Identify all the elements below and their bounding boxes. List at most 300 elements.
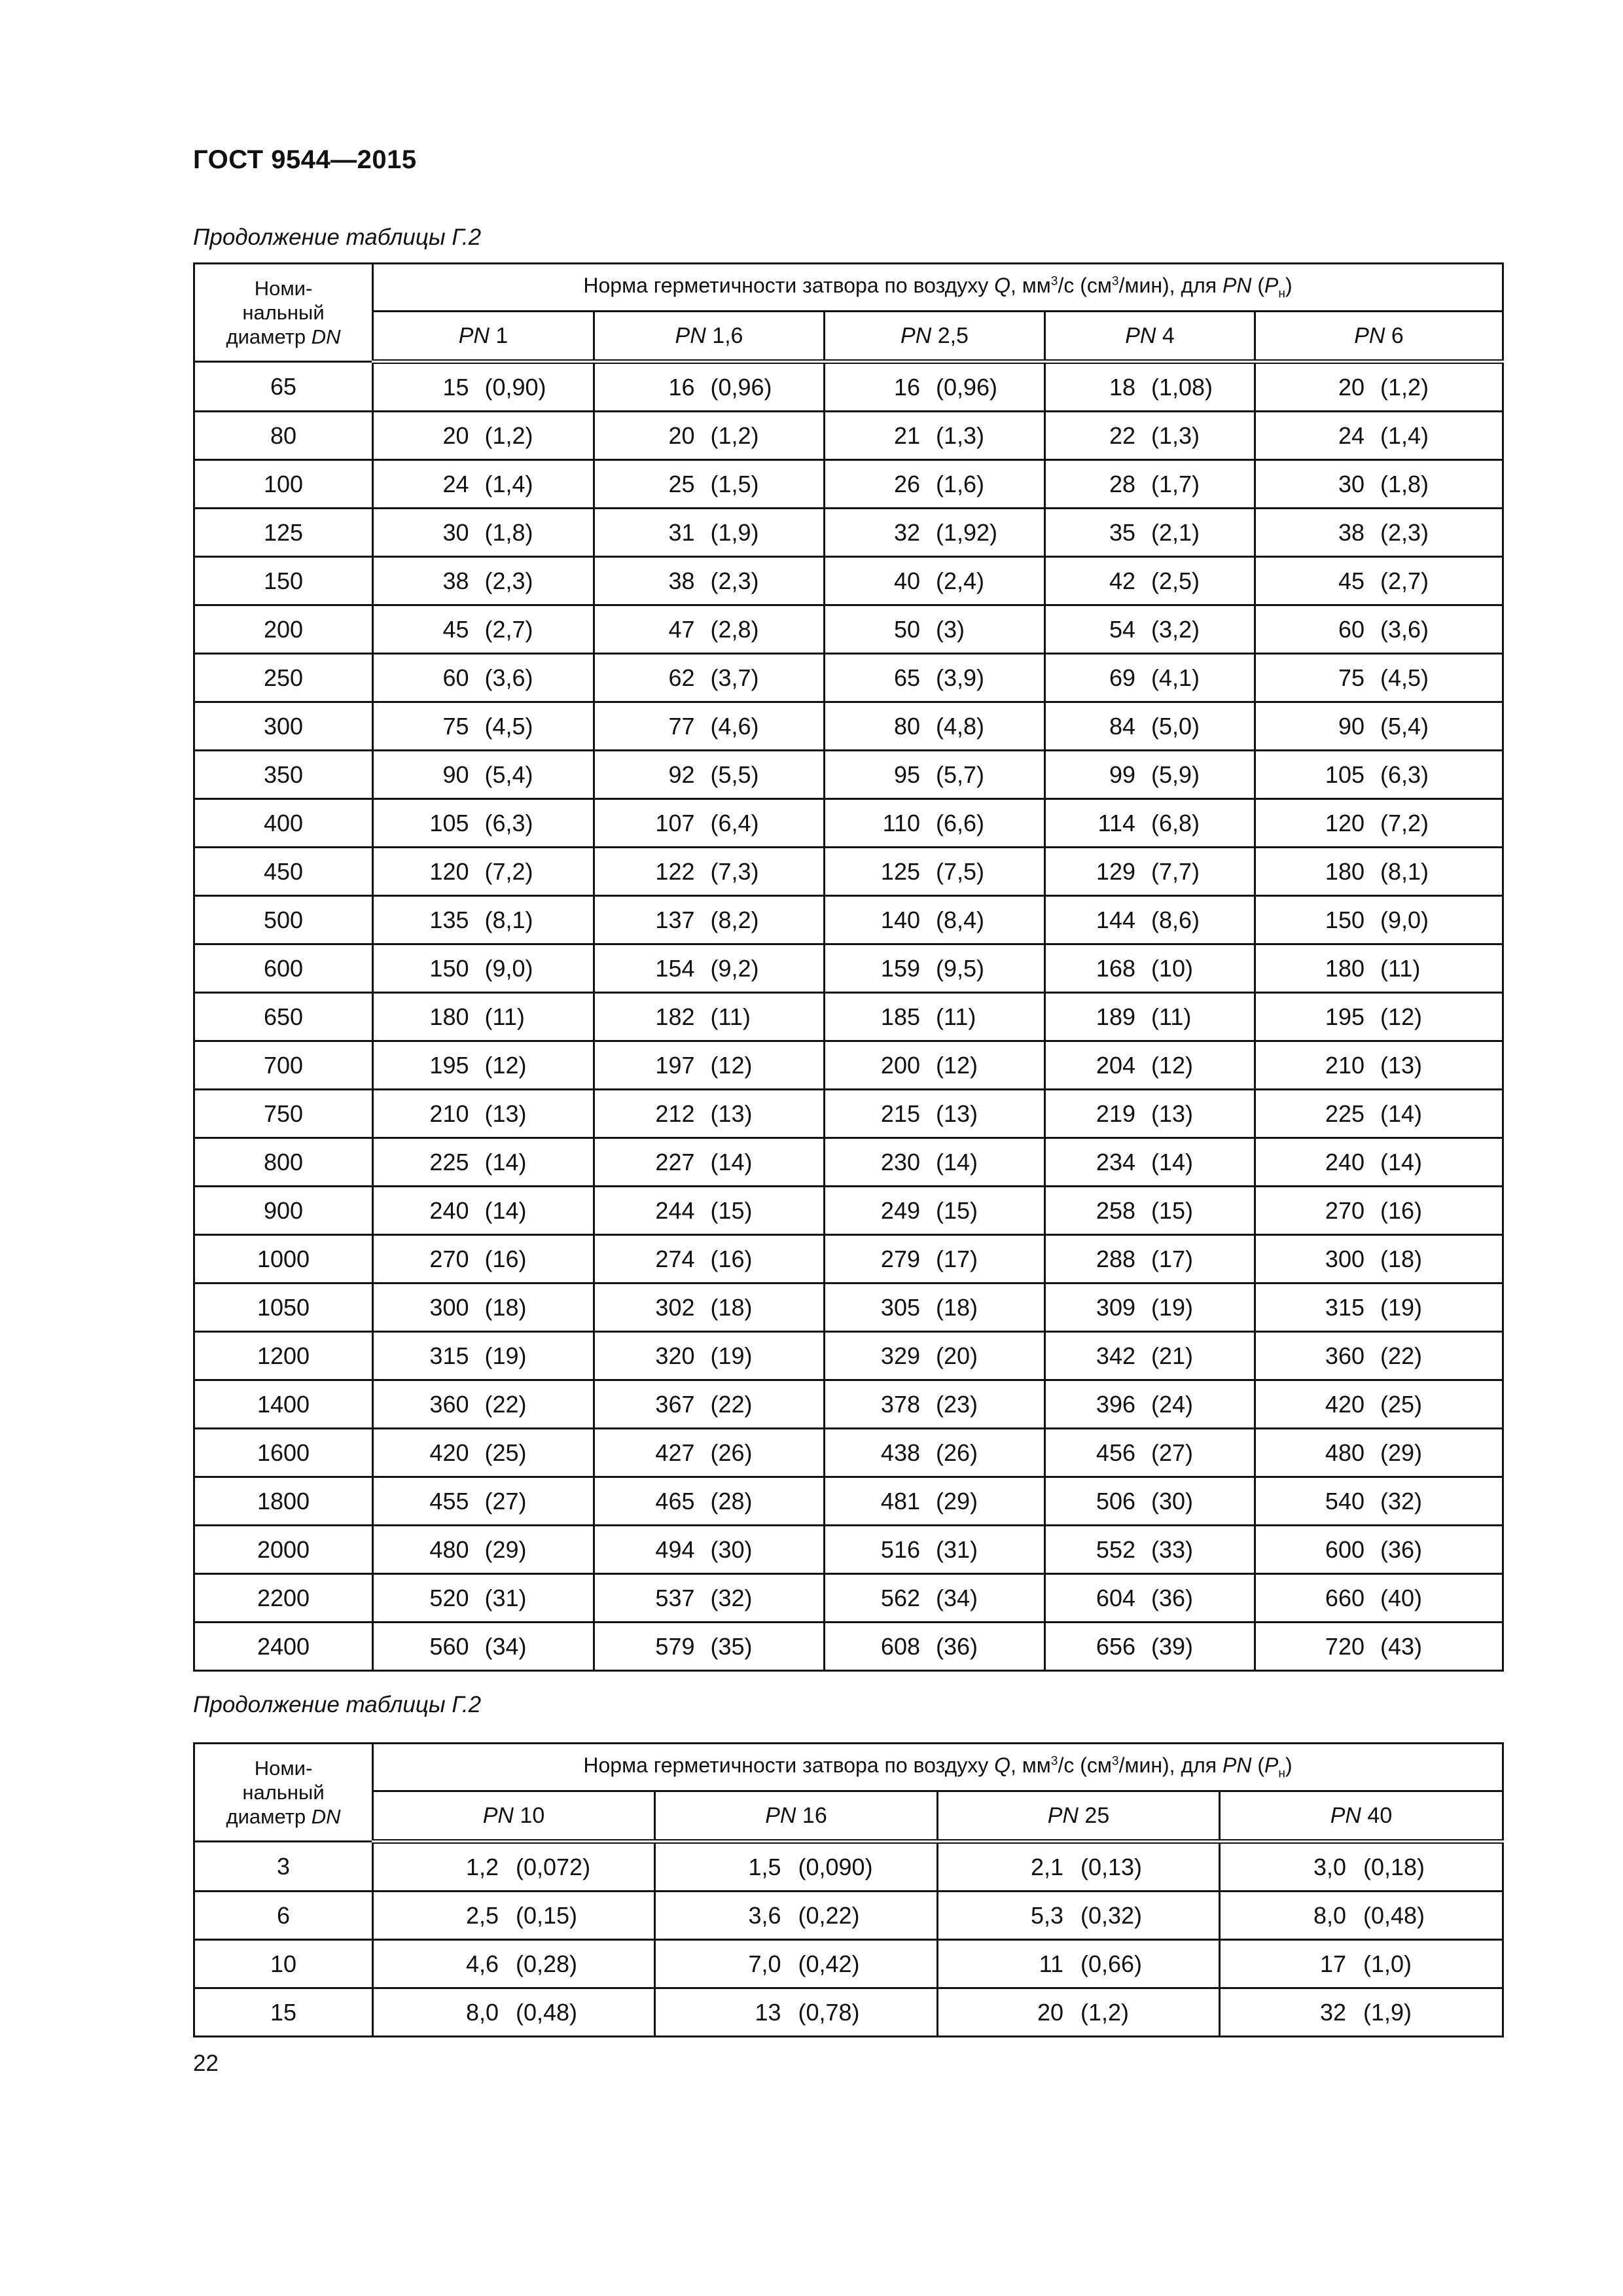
leak-rate-cell (373, 1380, 594, 1429)
table-row (194, 1041, 1503, 1090)
leak-rate-cell (1255, 1138, 1503, 1187)
leak-rate-mm3s: 32 (1319, 1998, 1346, 2026)
leak-rate-cell (594, 1090, 825, 1138)
table-row (194, 1138, 1503, 1187)
leak-rate-mm3s: 258 (1096, 1196, 1135, 1224)
leak-rate-cell (373, 896, 594, 944)
nominal-diameter-cell: 2200 (194, 1574, 373, 1623)
leak-rate-cm3min: (0,42) (798, 1950, 860, 1977)
leak-rate-cm3min: (1,5) (710, 470, 759, 497)
leak-rate-cell (1045, 1574, 1255, 1623)
leak-rate-cell (825, 1429, 1045, 1477)
leak-rate-cm3min: (14) (1380, 1148, 1423, 1175)
leak-rate-cell (1255, 944, 1503, 993)
leak-rate-cell (938, 1940, 1220, 1988)
nominal-diameter-cell: 150 (194, 557, 373, 605)
leak-rate-cm3min: (8,6) (1151, 906, 1200, 933)
leak-rate-mm3s: 159 (880, 954, 920, 982)
leak-rate-mm3s: 69 (1109, 664, 1135, 691)
leak-rate-cm3min: (0,28) (516, 1950, 578, 1977)
leak-rate-cell (1045, 1380, 1255, 1429)
leak-rate-cm3min: (30) (1151, 1487, 1194, 1515)
leak-rate-mm3s: 16 (893, 373, 920, 401)
leak-rate-cell (594, 1283, 825, 1332)
page-number: 22 (193, 2051, 219, 2076)
leak-rate-mm3s: 520 (429, 1584, 469, 1611)
leak-rate-cm3min: (1,8) (484, 518, 533, 546)
leak-rate-cell (594, 1187, 825, 1235)
leak-rate-cell (373, 751, 594, 799)
header-leak-rate: Норма герметичности затвора по воздуху Q, $мм^3/с$ $(см^3/мин)$, для PN $(P_н)$ (373, 1744, 1503, 1791)
leak-rate-mm3s: 38 (1338, 518, 1364, 546)
leak-rate-cm3min: (0,96) (710, 373, 772, 401)
leak-rate-cell (1255, 1574, 1503, 1623)
leak-rate-mm3s: 427 (655, 1439, 695, 1466)
leak-rate-cell (825, 362, 1045, 412)
leak-rate-mm3s: 5,3 (1030, 1901, 1063, 1929)
leak-rate-cm3min: (1,3) (1151, 422, 1200, 449)
nominal-diameter-cell: 650 (194, 993, 373, 1041)
leak-rate-cell (373, 654, 594, 702)
leak-rate-cell (1220, 1892, 1503, 1940)
leak-rate-cm3min: (16) (710, 1245, 753, 1272)
nominal-diameter-cell: 500 (194, 896, 373, 944)
leak-rate-cm3min: (7,5) (936, 857, 985, 885)
leak-rate-cell (825, 848, 1045, 896)
leak-rate-cm3min: (30) (710, 1535, 753, 1563)
leak-rate-cell (1255, 1429, 1503, 1477)
leak-rate-mm3s: 438 (880, 1439, 920, 1466)
leak-rate-mm3s: 3,0 (1313, 1853, 1346, 1880)
leak-rate-cm3min: (2,1) (1151, 518, 1200, 546)
leak-rate-mm3s: 200 (880, 1051, 920, 1079)
leak-rate-cell (594, 702, 825, 751)
leak-rate-table-pn10-40 (193, 1742, 1504, 2037)
leak-rate-cell (1045, 362, 1255, 412)
table-row (194, 412, 1503, 460)
leak-rate-cm3min: (21) (1151, 1342, 1194, 1369)
leak-rate-cell (373, 944, 594, 993)
leak-rate-mm3s: 270 (429, 1245, 469, 1272)
leak-rate-mm3s: 212 (655, 1100, 695, 1127)
leak-rate-cm3min: (14) (484, 1148, 527, 1175)
leak-rate-mm3s: 540 (1325, 1487, 1364, 1515)
leak-rate-cm3min: (11) (484, 1003, 525, 1030)
leak-rate-cm3min: (9,2) (710, 954, 759, 982)
table-caption: Продолжение таблицы Г.2 (193, 224, 482, 250)
nominal-diameter-cell: 6 (194, 1892, 373, 1940)
leak-rate-cell (1255, 993, 1503, 1041)
table-row (194, 944, 1503, 993)
leak-rate-mm3s: 396 (1096, 1390, 1135, 1418)
leak-rate-mm3s: 302 (655, 1293, 695, 1321)
leak-rate-cm3min: (0,18) (1363, 1853, 1425, 1880)
nominal-diameter-cell: 350 (194, 751, 373, 799)
leak-rate-cm3min: (5,4) (484, 761, 533, 788)
leak-rate-mm3s: 481 (880, 1487, 920, 1515)
leak-rate-cm3min: (14) (936, 1148, 978, 1175)
nominal-diameter-cell: 750 (194, 1090, 373, 1138)
leak-rate-cell (938, 1842, 1220, 1892)
leak-rate-mm3s: 50 (893, 615, 920, 643)
leak-rate-cm3min: (8,4) (936, 906, 985, 933)
nominal-diameter-cell: 15 (194, 1988, 373, 2037)
leak-rate-mm3s: 227 (655, 1148, 695, 1175)
leak-rate-cm3min: (1,0) (1363, 1950, 1412, 1977)
leak-rate-cm3min: (11) (1380, 954, 1421, 982)
column-header-pn: PN 40 (1220, 1791, 1503, 1842)
leak-rate-mm3s: 38 (668, 567, 695, 594)
leak-rate-cell (373, 557, 594, 605)
leak-rate-cell (594, 1041, 825, 1090)
leak-rate-cm3min: (4,8) (936, 712, 985, 740)
leak-rate-cell (373, 799, 594, 848)
nominal-diameter-cell: 400 (194, 799, 373, 848)
table-row (194, 1090, 1503, 1138)
leak-rate-mm3s: 95 (893, 761, 920, 788)
leak-rate-mm3s: 20 (668, 422, 695, 449)
leak-rate-cm3min: (9,0) (1380, 906, 1429, 933)
leak-rate-cell (655, 1988, 938, 2037)
leak-rate-cell (373, 1429, 594, 1477)
leak-rate-cm3min: (15) (1151, 1196, 1194, 1224)
column-header-pn: PN 1 (373, 312, 594, 362)
leak-rate-cell (825, 702, 1045, 751)
leak-rate-cell (1255, 362, 1503, 412)
leak-rate-mm3s: 20 (1037, 1998, 1063, 2026)
leak-rate-cm3min: (14) (710, 1148, 753, 1175)
leak-rate-cm3min: (43) (1380, 1632, 1423, 1660)
nominal-diameter-cell: 1000 (194, 1235, 373, 1283)
leak-rate-cell (594, 1429, 825, 1477)
leak-rate-cm3min: (28) (710, 1487, 753, 1515)
leak-rate-mm3s: 420 (1325, 1390, 1364, 1418)
leak-rate-cell (594, 460, 825, 509)
leak-rate-cell (594, 1332, 825, 1380)
column-header-pn: PN 6 (1255, 312, 1503, 362)
leak-rate-cell (1255, 896, 1503, 944)
leak-rate-mm3s: 32 (893, 518, 920, 546)
leak-rate-cm3min: (15) (936, 1196, 978, 1224)
leak-rate-mm3s: 168 (1096, 954, 1135, 982)
nominal-diameter-cell: 1050 (194, 1283, 373, 1332)
leak-rate-cm3min: (6,4) (710, 809, 759, 836)
leak-rate-cell (938, 1892, 1220, 1940)
leak-rate-cm3min: (16) (1380, 1196, 1423, 1224)
leak-rate-cell (1255, 1090, 1503, 1138)
leak-rate-mm3s: 225 (429, 1148, 469, 1175)
leak-rate-mm3s: 180 (429, 1003, 469, 1030)
leak-rate-cm3min: (2,3) (1380, 518, 1429, 546)
leak-rate-cm3min: (17) (936, 1245, 978, 1272)
leak-rate-mm3s: 99 (1109, 761, 1135, 788)
leak-rate-cm3min: (12) (1380, 1003, 1423, 1030)
leak-rate-mm3s: 30 (1338, 470, 1364, 497)
leak-rate-cell (1255, 1235, 1503, 1283)
leak-rate-mm3s: 105 (429, 809, 469, 836)
table-row (194, 702, 1503, 751)
leak-rate-mm3s: 378 (880, 1390, 920, 1418)
table-row (194, 509, 1503, 557)
leak-rate-cm3min: (36) (936, 1632, 978, 1660)
leak-rate-mm3s: 3,6 (748, 1901, 781, 1929)
leak-rate-cm3min: (19) (1380, 1293, 1423, 1321)
leak-rate-cell (594, 362, 825, 412)
leak-rate-cm3min: (18) (1380, 1245, 1423, 1272)
leak-rate-cm3min: (2,7) (484, 615, 533, 643)
leak-rate-cm3min: (32) (710, 1584, 753, 1611)
leak-rate-cell (373, 1235, 594, 1283)
leak-rate-cell (825, 509, 1045, 557)
leak-rate-cell (1255, 1526, 1503, 1574)
leak-rate-cm3min: (2,5) (1151, 567, 1200, 594)
leak-rate-cm3min: (11) (1151, 1003, 1192, 1030)
nominal-diameter-cell: 65 (194, 362, 373, 412)
leak-rate-mm3s: 465 (655, 1487, 695, 1515)
leak-rate-cell (1255, 1623, 1503, 1671)
leak-rate-cell (825, 1138, 1045, 1187)
leak-rate-mm3s: 8,0 (465, 1998, 499, 2026)
leak-rate-cm3min: (19) (1151, 1293, 1194, 1321)
leak-rate-cm3min: (12) (710, 1051, 753, 1079)
leak-rate-mm3s: 195 (1325, 1003, 1364, 1030)
leak-rate-cell (373, 1526, 594, 1574)
table-row (194, 1187, 1503, 1235)
column-header-pn: PN 1,6 (594, 312, 825, 362)
leak-rate-cell (825, 557, 1045, 605)
leak-rate-cm3min: (2,7) (1380, 567, 1429, 594)
leak-rate-cell (1255, 1041, 1503, 1090)
leak-rate-cell (373, 1892, 655, 1940)
table-row (194, 605, 1503, 654)
leak-rate-cm3min: (0,22) (798, 1901, 860, 1929)
leak-rate-cell (373, 702, 594, 751)
leak-rate-cell (1045, 1332, 1255, 1380)
leak-rate-mm3s: 604 (1096, 1584, 1135, 1611)
leak-rate-cell (1045, 799, 1255, 848)
leak-rate-mm3s: 11 (1039, 1950, 1063, 1977)
leak-rate-mm3s: 65 (893, 664, 920, 691)
leak-rate-cm3min: (1,2) (484, 422, 533, 449)
leak-rate-cm3min: (22) (1380, 1342, 1423, 1369)
leak-rate-cell (594, 1235, 825, 1283)
leak-rate-cm3min: (5,9) (1151, 761, 1200, 788)
leak-rate-mm3s: 4,6 (465, 1950, 499, 1977)
leak-rate-mm3s: 144 (1096, 906, 1135, 933)
leak-rate-cm3min: (12) (484, 1051, 527, 1079)
table-row (194, 1940, 1503, 1988)
leak-rate-mm3s: 20 (442, 422, 469, 449)
leak-rate-mm3s: 225 (1325, 1100, 1364, 1127)
leak-rate-mm3s: 420 (429, 1439, 469, 1466)
leak-rate-cell (594, 1623, 825, 1671)
leak-rate-cell (1045, 702, 1255, 751)
leak-rate-cell (594, 557, 825, 605)
nominal-diameter-cell: 2400 (194, 1623, 373, 1671)
leak-rate-cm3min: (4,5) (1380, 664, 1429, 691)
leak-rate-mm3s: 154 (655, 954, 695, 982)
leak-rate-mm3s: 15 (442, 373, 469, 401)
leak-rate-cm3min: (31) (484, 1584, 527, 1611)
leak-rate-cell (938, 1988, 1220, 2037)
leak-rate-cm3min: (36) (1380, 1535, 1423, 1563)
leak-rate-mm3s: 2,1 (1030, 1853, 1063, 1880)
leak-rate-mm3s: 315 (1325, 1293, 1364, 1321)
leak-rate-cm3min: (6,3) (1380, 761, 1429, 788)
leak-rate-mm3s: 562 (880, 1584, 920, 1611)
leak-rate-mm3s: 180 (1325, 954, 1364, 982)
leak-rate-mm3s: 54 (1109, 615, 1135, 643)
leak-rate-mm3s: 90 (1338, 712, 1364, 740)
leak-rate-mm3s: 320 (655, 1342, 695, 1369)
leak-rate-mm3s: 600 (1325, 1535, 1364, 1563)
leak-rate-cell (594, 1380, 825, 1429)
leak-rate-cell (825, 751, 1045, 799)
table-row (194, 362, 1503, 412)
leak-rate-cell (1045, 1283, 1255, 1332)
leak-rate-cell (594, 1526, 825, 1574)
leak-rate-mm3s: 315 (429, 1342, 469, 1369)
leak-rate-cm3min: (1,7) (1151, 470, 1200, 497)
leak-rate-mm3s: 42 (1109, 567, 1135, 594)
leak-rate-cell (1255, 557, 1503, 605)
leak-rate-mm3s: 234 (1096, 1148, 1135, 1175)
leak-rate-cm3min: (13) (1380, 1051, 1423, 1079)
leak-rate-mm3s: 270 (1325, 1196, 1364, 1224)
leak-rate-cell (825, 1090, 1045, 1138)
column-header-pn: PN 2,5 (825, 312, 1045, 362)
leak-rate-mm3s: 35 (1109, 518, 1135, 546)
leak-rate-mm3s: 506 (1096, 1487, 1135, 1515)
leak-rate-mm3s: 16 (668, 373, 695, 401)
leak-rate-cm3min: (13) (936, 1100, 978, 1127)
leak-rate-cm3min: (33) (1151, 1535, 1194, 1563)
leak-rate-mm3s: 1,5 (748, 1853, 781, 1880)
leak-rate-cell (1045, 654, 1255, 702)
leak-rate-cell (1045, 1090, 1255, 1138)
leak-rate-mm3s: 7,0 (748, 1950, 781, 1977)
leak-rate-cell (373, 362, 594, 412)
nominal-diameter-cell: 600 (194, 944, 373, 993)
leak-rate-cm3min: (34) (484, 1632, 527, 1660)
leak-rate-cm3min: (6,3) (484, 809, 533, 836)
leak-rate-cm3min: (2,4) (936, 567, 985, 594)
leak-rate-cm3min: (1,2) (710, 422, 759, 449)
leak-rate-cm3min: (7,2) (1380, 809, 1429, 836)
nominal-diameter-cell: 800 (194, 1138, 373, 1187)
leak-rate-cm3min: (3) (936, 615, 965, 643)
leak-rate-cell (1255, 1187, 1503, 1235)
leak-rate-mm3s: 560 (429, 1632, 469, 1660)
leak-rate-cell (1255, 702, 1503, 751)
leak-rate-cell (373, 1477, 594, 1526)
leak-rate-cell (373, 1623, 594, 1671)
leak-rate-cm3min: (12) (1151, 1051, 1194, 1079)
leak-rate-mm3s: 516 (880, 1535, 920, 1563)
nominal-diameter-cell: 450 (194, 848, 373, 896)
leak-rate-mm3s: 92 (668, 761, 695, 788)
leak-rate-mm3s: 720 (1325, 1632, 1364, 1660)
nominal-diameter-cell: 700 (194, 1041, 373, 1090)
leak-rate-mm3s: 215 (880, 1100, 920, 1127)
leak-rate-cm3min: (0,78) (798, 1998, 860, 2026)
leak-rate-mm3s: 18 (1109, 373, 1135, 401)
header-leak-rate: Норма герметичности затвора по воздуху Q, $мм^3/с$ $(см^3/мин)$, для PN $(P_н)$ (373, 264, 1503, 312)
leak-rate-cell (373, 412, 594, 460)
leak-rate-mm3s: 274 (655, 1245, 695, 1272)
leak-rate-cell (825, 1623, 1045, 1671)
leak-rate-mm3s: 656 (1096, 1632, 1135, 1660)
table-row (194, 1235, 1503, 1283)
leak-rate-cell (594, 1138, 825, 1187)
leak-rate-cm3min: (11) (936, 1003, 976, 1030)
leak-rate-cell (373, 1283, 594, 1332)
leak-rate-cell (825, 1041, 1045, 1090)
column-header-pn: PN 25 (938, 1791, 1220, 1842)
leak-rate-mm3s: 60 (1338, 615, 1364, 643)
leak-rate-cm3min: (5,4) (1380, 712, 1429, 740)
leak-rate-mm3s: 80 (893, 712, 920, 740)
nominal-diameter-cell: 10 (194, 1940, 373, 1988)
leak-rate-cm3min: (9,5) (936, 954, 985, 982)
leak-rate-cell (1255, 1477, 1503, 1526)
leak-rate-cell (1255, 605, 1503, 654)
leak-rate-cm3min: (19) (484, 1342, 527, 1369)
leak-rate-table-pn1-6 (193, 262, 1504, 1672)
leak-rate-cm3min: (24) (1151, 1390, 1194, 1418)
leak-rate-cell (1045, 1187, 1255, 1235)
leak-rate-mm3s: 150 (1325, 906, 1364, 933)
nominal-diameter-cell: 2000 (194, 1526, 373, 1574)
nominal-diameter-cell: 3 (194, 1842, 373, 1892)
leak-rate-mm3s: 197 (655, 1051, 695, 1079)
leak-rate-mm3s: 129 (1096, 857, 1135, 885)
leak-rate-cm3min: (7,2) (484, 857, 533, 885)
leak-rate-cell (825, 799, 1045, 848)
leak-rate-mm3s: 579 (655, 1632, 695, 1660)
leak-rate-cm3min: (12) (936, 1051, 978, 1079)
leak-rate-mm3s: 480 (429, 1535, 469, 1563)
leak-rate-mm3s: 456 (1096, 1439, 1135, 1466)
leak-rate-cm3min: (31) (936, 1535, 978, 1563)
leak-rate-mm3s: 189 (1096, 1003, 1135, 1030)
leak-rate-mm3s: 17 (1319, 1950, 1346, 1977)
leak-rate-cm3min: (11) (710, 1003, 751, 1030)
leak-rate-cell (825, 1332, 1045, 1380)
leak-rate-cell (1045, 460, 1255, 509)
leak-rate-cell (594, 1574, 825, 1623)
leak-rate-cell (594, 896, 825, 944)
leak-rate-cm3min: (5,5) (710, 761, 759, 788)
leak-rate-mm3s: 25 (668, 470, 695, 497)
leak-rate-cell (655, 1892, 938, 1940)
leak-rate-cell (1220, 1940, 1503, 1988)
leak-rate-cell (594, 944, 825, 993)
leak-rate-cm3min: (0,48) (516, 1998, 578, 2026)
leak-rate-mm3s: 342 (1096, 1342, 1135, 1369)
leak-rate-mm3s: 244 (655, 1196, 695, 1224)
leak-rate-cell (825, 944, 1045, 993)
leak-rate-mm3s: 38 (442, 567, 469, 594)
leak-rate-mm3s: 120 (429, 857, 469, 885)
leak-rate-mm3s: 45 (1338, 567, 1364, 594)
leak-rate-mm3s: 204 (1096, 1051, 1135, 1079)
leak-rate-cm3min: (39) (1151, 1632, 1194, 1660)
leak-rate-cell (373, 993, 594, 1041)
header-nominal-diameter: Номи- нальный диаметр DN (194, 1744, 373, 1842)
leak-rate-mm3s: 75 (442, 712, 469, 740)
leak-rate-cm3min: (5,7) (936, 761, 985, 788)
